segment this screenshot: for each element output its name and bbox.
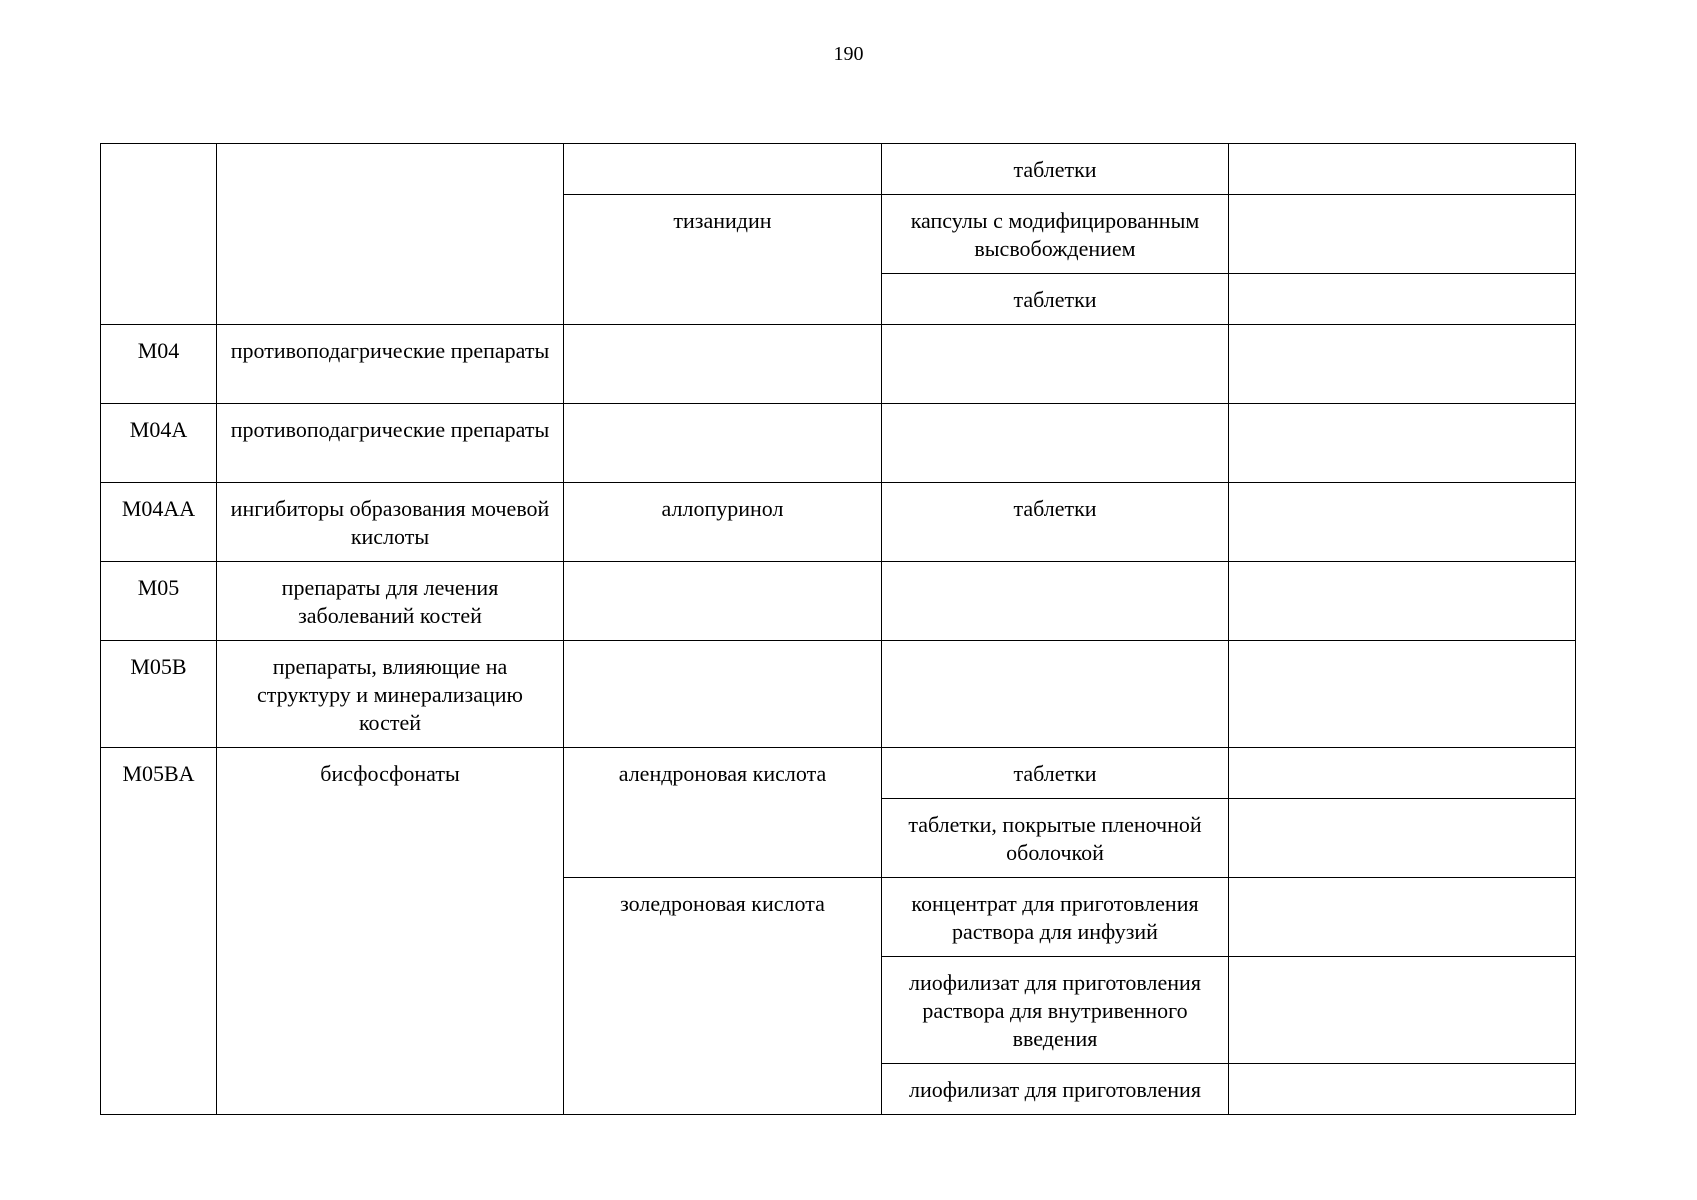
group-name-cell: бисфосфонаты [217, 748, 564, 1115]
dosage-form-cell: таблетки [882, 483, 1229, 562]
dosage-form-cell: таблетки [882, 748, 1229, 799]
dosage-form-cell: таблетки [882, 144, 1229, 195]
extra-cell [1229, 1064, 1576, 1115]
drug-name-cell [564, 404, 882, 483]
drug-name-cell [564, 144, 882, 195]
extra-cell [1229, 404, 1576, 483]
extra-cell [1229, 878, 1576, 957]
dosage-form-cell: таблетки [882, 274, 1229, 325]
page-number: 190 [833, 43, 864, 65]
drug-name-cell [564, 562, 882, 641]
extra-cell [1229, 144, 1576, 195]
drug-name-cell: алендроновая кислота [564, 748, 882, 878]
table-row [101, 404, 1576, 483]
extra-cell [1229, 957, 1576, 1064]
table-row [101, 562, 1576, 641]
dosage-form-cell [882, 562, 1229, 641]
dosage-form-cell [882, 641, 1229, 748]
atc-code-cell [101, 144, 217, 325]
atc-code-cell: M04 [101, 325, 217, 404]
dosage-form-cell: таблетки, покрытые пленочной оболочкой [882, 799, 1229, 878]
extra-cell [1229, 799, 1576, 878]
group-name-cell: препараты, влияющие на структуру и минерализацию костей [217, 641, 564, 748]
table-row [101, 748, 1576, 799]
atc-code-cell: M05B [101, 641, 217, 748]
table-row [101, 144, 1576, 195]
group-name-cell: препараты для лечения заболеваний костей [217, 562, 564, 641]
drug-name-cell: тизанидин [564, 195, 882, 325]
drug-name-cell: аллопуринол [564, 483, 882, 562]
group-name-cell: ингибиторы образования мочевой кислоты [217, 483, 564, 562]
drug-name-cell: золедроновая кислота [564, 878, 882, 1115]
dosage-form-cell [882, 325, 1229, 404]
group-name-cell [217, 144, 564, 325]
extra-cell [1229, 274, 1576, 325]
atc-code-cell: M05BA [101, 748, 217, 1115]
drug-name-cell [564, 641, 882, 748]
extra-cell [1229, 562, 1576, 641]
dosage-form-cell: капсулы с модифицированным высвобождением [882, 195, 1229, 274]
table-row [101, 641, 1576, 748]
extra-cell [1229, 325, 1576, 404]
group-name-cell: противоподагрические препараты [217, 404, 564, 483]
dosage-form-cell: лиофилизат для приготовления раствора для внутривенного введения [882, 957, 1229, 1064]
dosage-form-cell: лиофилизат для приготовления [882, 1064, 1229, 1115]
atc-code-cell: M05 [101, 562, 217, 641]
atc-code-cell: M04AA [101, 483, 217, 562]
drug-name-cell [564, 325, 882, 404]
group-name-cell: противоподагрические препараты [217, 325, 564, 404]
dosage-form-cell: концентрат для приготовления раствора для инфузий [882, 878, 1229, 957]
atc-code-cell: M04A [101, 404, 217, 483]
dosage-form-cell [882, 404, 1229, 483]
table-row [101, 325, 1576, 404]
drug-table [100, 143, 1576, 1115]
extra-cell [1229, 641, 1576, 748]
extra-cell [1229, 748, 1576, 799]
table-row [101, 483, 1576, 562]
extra-cell [1229, 483, 1576, 562]
extra-cell [1229, 195, 1576, 274]
